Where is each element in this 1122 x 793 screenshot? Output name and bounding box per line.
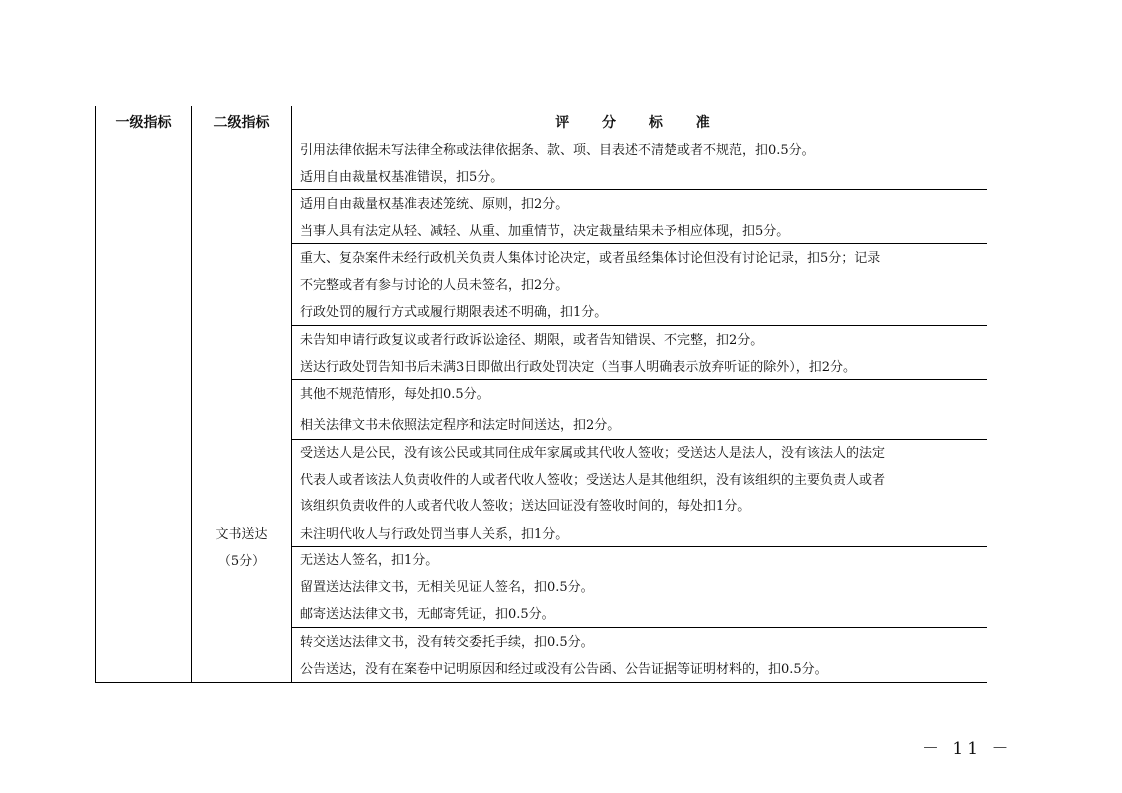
table-column-divider-1	[191, 106, 192, 683]
second-level-score: （5分）	[217, 554, 266, 569]
row-divider	[291, 189, 987, 190]
row-divider	[291, 546, 987, 547]
criteria-line: 相关法律文书未依照法定程序和法定时间送达，扣2分。	[300, 418, 621, 433]
page-number: － 11 －	[922, 739, 1013, 759]
criteria-line: 适用自由裁量权基准表述笼统、原则，扣2分。	[300, 197, 569, 212]
table-border-bottom	[95, 682, 987, 683]
header-level1: 一级指标	[115, 115, 172, 131]
criteria-line: 邮寄送达法律文书，无邮寄凭证，扣0.5分。	[300, 607, 555, 622]
criteria-line: 转交送达法律文书，没有转交委托手续，扣0.5分。	[300, 635, 594, 650]
criteria-line: 不完整或者有参与讨论的人员未签名，扣2分。	[300, 278, 569, 293]
criteria-line: 未告知申请行政复议或者行政诉讼途径、期限，或者告知错误、不完整，扣2分。	[300, 333, 764, 348]
header-level2: 二级指标	[213, 115, 270, 131]
criteria-line: 该组织负责收件的人或者代收人签收；送达回证没有签收时间的，每处扣1分。	[300, 499, 751, 514]
criteria-line: 留置送达法律文书，无相关见证人签名，扣0.5分。	[300, 580, 594, 595]
criteria-line: 重大、复杂案件未经行政机关负责人集体讨论决定，或者虽经集体讨论但没有讨论记录，扣5分；记录	[300, 251, 881, 266]
criteria-line: 适用自由裁量权基准错误，扣5分。	[300, 170, 504, 185]
criteria-line: 无送达人签名，扣1分。	[300, 553, 439, 568]
criteria-line: 送达行政处罚告知书后未满3日即做出行政处罚决定（当事人明确表示放弃听证的除外），扣2分。	[300, 360, 857, 375]
row-divider	[291, 325, 987, 326]
header-criteria: 评 分 标 准	[555, 115, 724, 131]
row-divider	[291, 379, 987, 380]
table-column-divider-2	[291, 106, 292, 683]
criteria-line: 公告送达，没有在案卷中记明原因和经过或没有公告函、公告证据等证明材料的，扣0.5分。	[300, 662, 828, 677]
criteria-line: 代表人或者该法人负责收件的人或者代收人签收；受送达人是其他组织，没有该组织的主要负责人或者	[300, 473, 886, 488]
second-level-name: 文书送达	[215, 527, 268, 542]
criteria-line: 受送达人是公民，没有该公民或其同住成年家属或其代收人签收；受送达人是法人，没有该法人的法定	[300, 446, 886, 461]
criteria-line: 当事人具有法定从轻、减轻、从重、加重情节，决定裁量结果未予相应体现，扣5分。	[300, 224, 790, 239]
row-divider	[291, 439, 987, 440]
criteria-line: 引用法律依据未写法律全称或法律依据条、款、项、目表述不清楚或者不规范，扣0.5分。	[300, 143, 815, 158]
row-divider	[291, 627, 987, 628]
criteria-line: 行政处罚的履行方式或履行期限表述不明确，扣1分。	[300, 305, 608, 320]
row-divider	[291, 243, 987, 244]
criteria-line: 其他不规范情形，每处扣0.5分。	[300, 387, 490, 402]
table-border-left	[95, 106, 96, 683]
criteria-line: 未注明代收人与行政处罚当事人关系，扣1分。	[300, 527, 569, 542]
